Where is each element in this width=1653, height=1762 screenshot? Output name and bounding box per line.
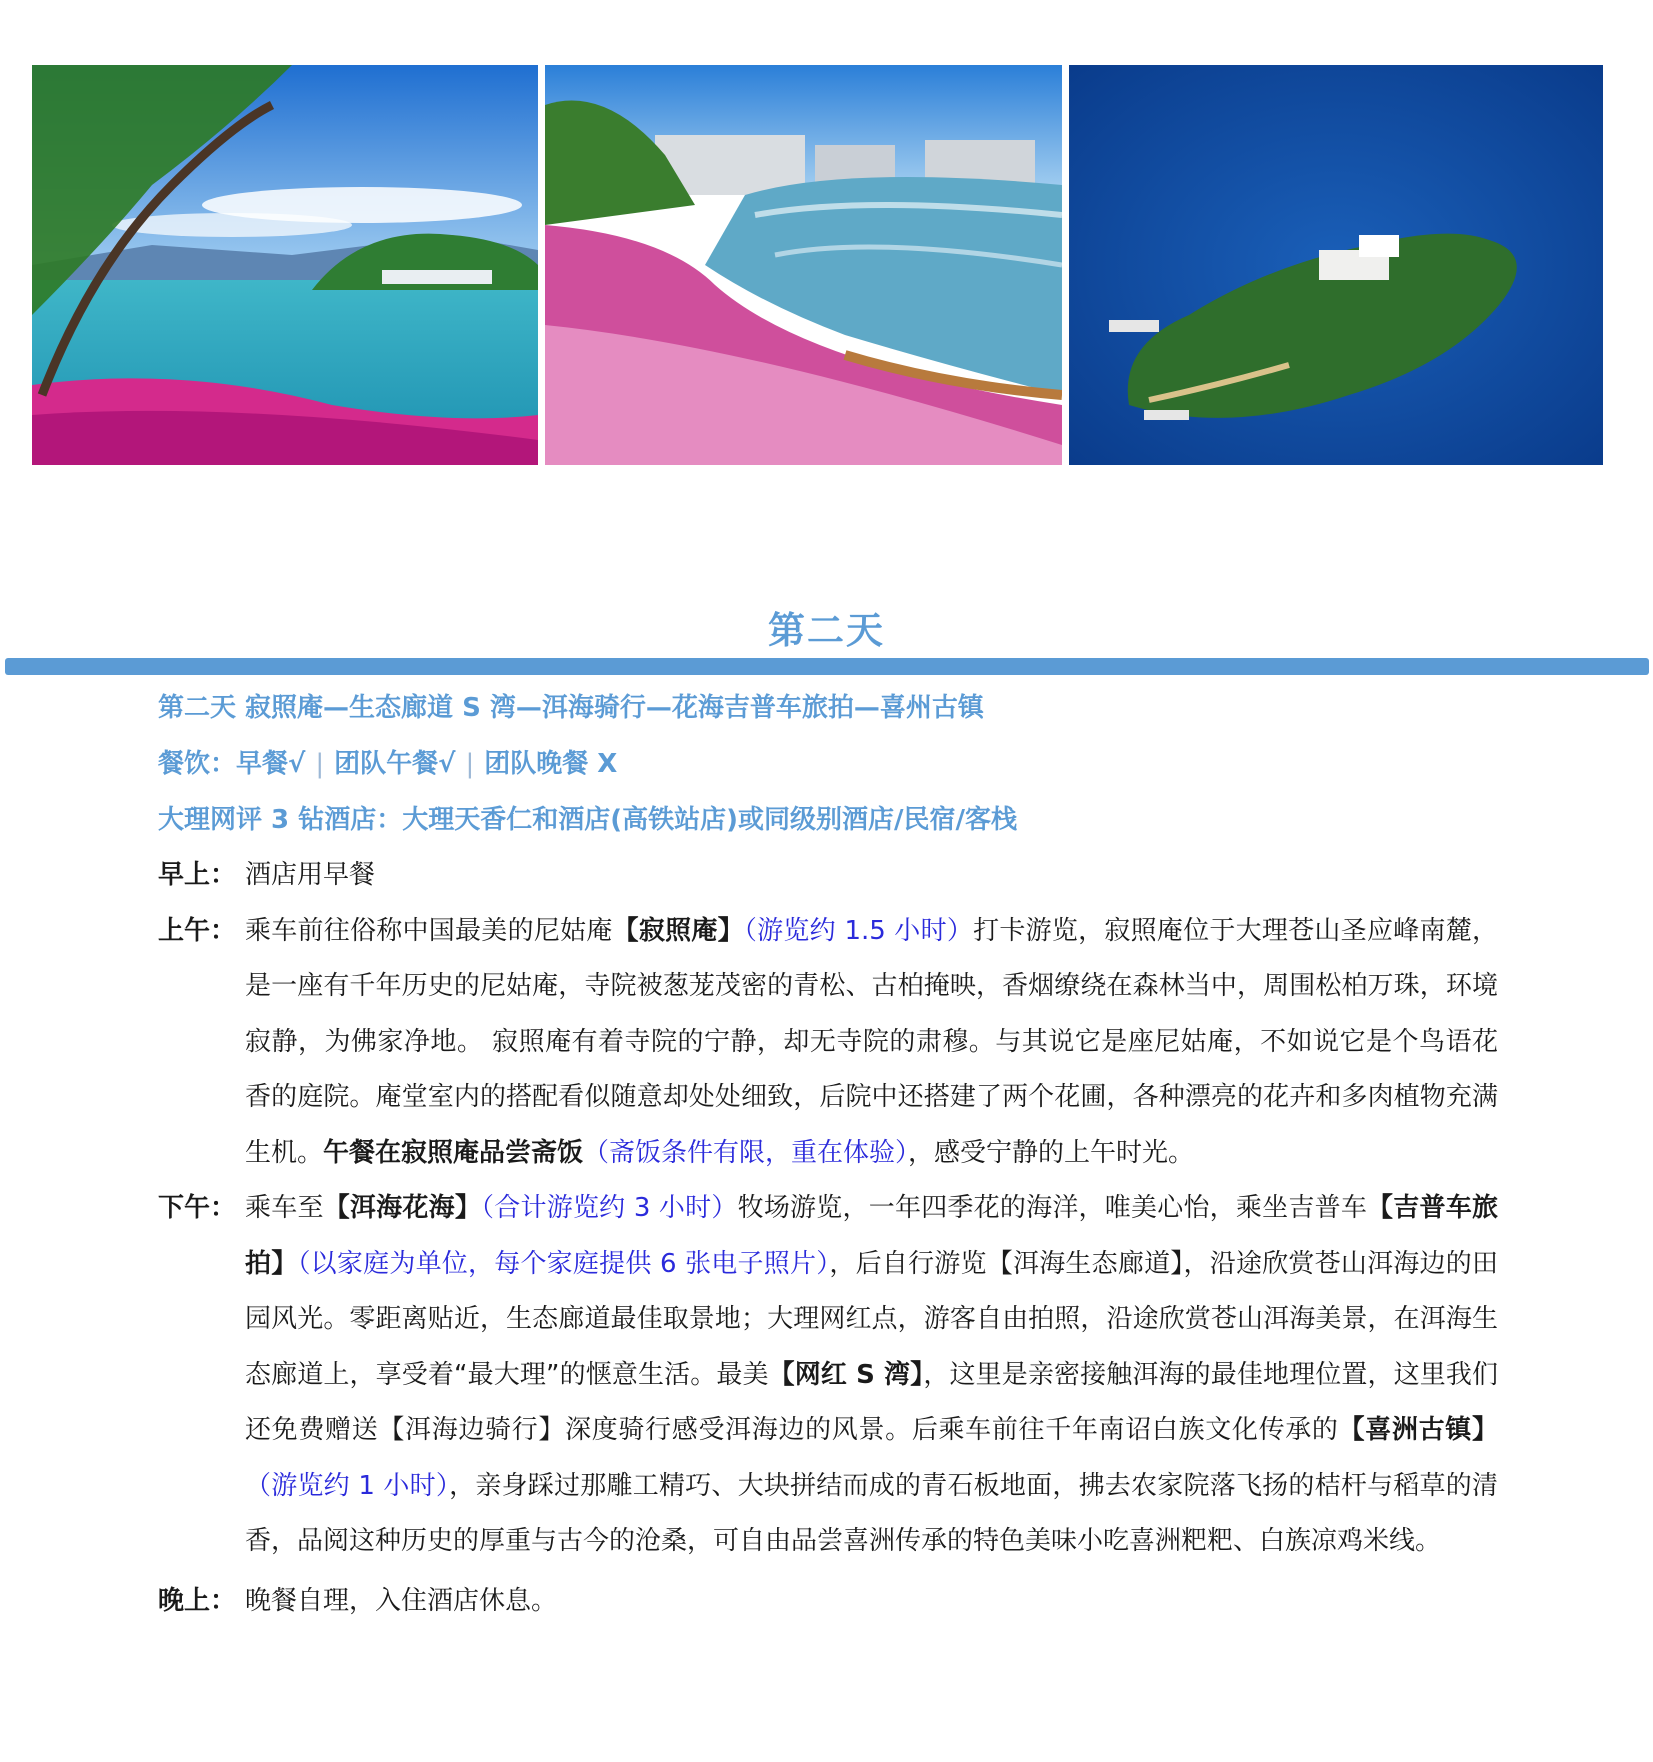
meal-breakfast: 早餐√ — [236, 749, 306, 779]
schedule-text: 晚餐自理，入住酒店休息。 — [245, 1585, 558, 1616]
meal-separator: | — [465, 749, 475, 779]
schedule-morning — [158, 904, 1498, 1182]
schedule-early-morning — [158, 848, 1498, 904]
text-run: ，感受宁静的上午时光。 — [908, 1137, 1195, 1168]
schedule-text — [245, 904, 1498, 1182]
photo-note: （以家庭为单位，每个家庭提供 6 张电子照片） — [297, 1248, 830, 1279]
schedule-afternoon — [158, 1181, 1498, 1570]
hotel-line: 大理网评 3 钻酒店：大理天香仁和酒店(高铁站店)或同级别酒店/民宿/客栈 — [158, 805, 1017, 835]
text-run: 打卡游览，寂照庵位于大理苍山圣应峰南麓，是一座有千年历史的尼姑庵，寺院被葱茏茂密的青松、古柏掩映，香烟缭绕在森林当中，周围松柏万珠，环境寂静，为佛家净地。 寂照庵有着寺院的宁静，却无寺院的肃穆。与其说它是座尼姑庵，不如说它是个鸟语花香的庭院。庵堂室内的搭配看似随意却处处细致，后院中还搭建了两个花圃，各种漂亮的花卉和多肉植物充满生机。 — [245, 915, 1498, 1168]
place-name: 【洱海花海】 — [323, 1193, 482, 1223]
photo-erhai-island — [32, 65, 538, 465]
text-run: 乘车至 — [245, 1193, 324, 1223]
place-name: 【网红 S 湾】 — [768, 1359, 924, 1390]
lunch-note: （斋饭条件有限，重在体验） — [583, 1137, 909, 1168]
itinerary — [158, 680, 1498, 1629]
text-run: ，后自行游览【洱海生态廊道】，沿途欣赏苍山洱海边的田园风光。零距离贴近，生态廊道最佳取景地；大理网红点，游客自由拍照，沿途欣赏苍山洱海美景，在洱海生态廊道上，享受着“最大理”的惬意生活。最美 — [245, 1248, 1498, 1390]
meal-separator: | — [315, 749, 325, 779]
schedule-label: 晚上： — [158, 1585, 237, 1616]
schedule-label: 早上： — [158, 860, 237, 890]
text-run: ，这里是亲密接触洱海的最佳地理位置，这里我们还免费赠送【洱海边骑行】深度骑行感受洱海边的风景。后乘车前往千年南诏白族文化传承的 — [245, 1359, 1498, 1445]
schedule-text: 酒店用早餐 — [245, 860, 376, 890]
schedule-evening — [158, 1574, 1498, 1630]
duration-note: （合计游览约 3 小时） — [481, 1193, 738, 1223]
duration-note: （游览约 1.5 小时） — [743, 915, 974, 946]
place-name: 【喜洲古镇】 — [1338, 1415, 1498, 1445]
schedule-label: 上午： — [158, 915, 237, 946]
schedule-label: 下午： — [158, 1193, 237, 1223]
route-line: 第二天 寂照庵—生态廊道 S 湾—洱海骑行—花海吉普车旅拍—喜州古镇 — [158, 693, 984, 723]
text-run: ，亲身踩过那雕工精巧、大块拼结而成的青石板地面，拂去农家院落飞扬的桔杆与稻草的清香，品阅这种历史的厚重与古今的沧桑，可自由品尝喜洲传承的特色美味小吃喜洲粑粑、白族凉鸡米线。 — [245, 1470, 1498, 1556]
text-run: 牧场游览，一年四季花的海洋，唯美心怡，乘坐吉普车 — [737, 1193, 1368, 1223]
photo-s-bay — [545, 65, 1062, 465]
meals-label: 餐饮： — [158, 749, 237, 779]
text-run: 乘车前往俗称中国最美的尼姑庵 — [245, 915, 613, 946]
place-name: 【寂照庵】 — [612, 915, 744, 946]
meal-dinner: 团队晚餐 X — [484, 749, 618, 779]
schedule-text — [245, 1181, 1498, 1570]
day-divider-bar — [5, 658, 1649, 675]
day-title: 第二天 — [768, 609, 885, 652]
meal-lunch: 团队午餐√ — [334, 749, 456, 779]
meals-line — [158, 736, 1498, 792]
photo-island-aerial — [1069, 65, 1603, 465]
duration-note: （游览约 1 小时） — [245, 1470, 450, 1501]
lunch-highlight: 午餐在寂照庵品尝斋饭 — [323, 1137, 584, 1168]
place-name: 【吉普车旅拍】 — [245, 1193, 1498, 1279]
